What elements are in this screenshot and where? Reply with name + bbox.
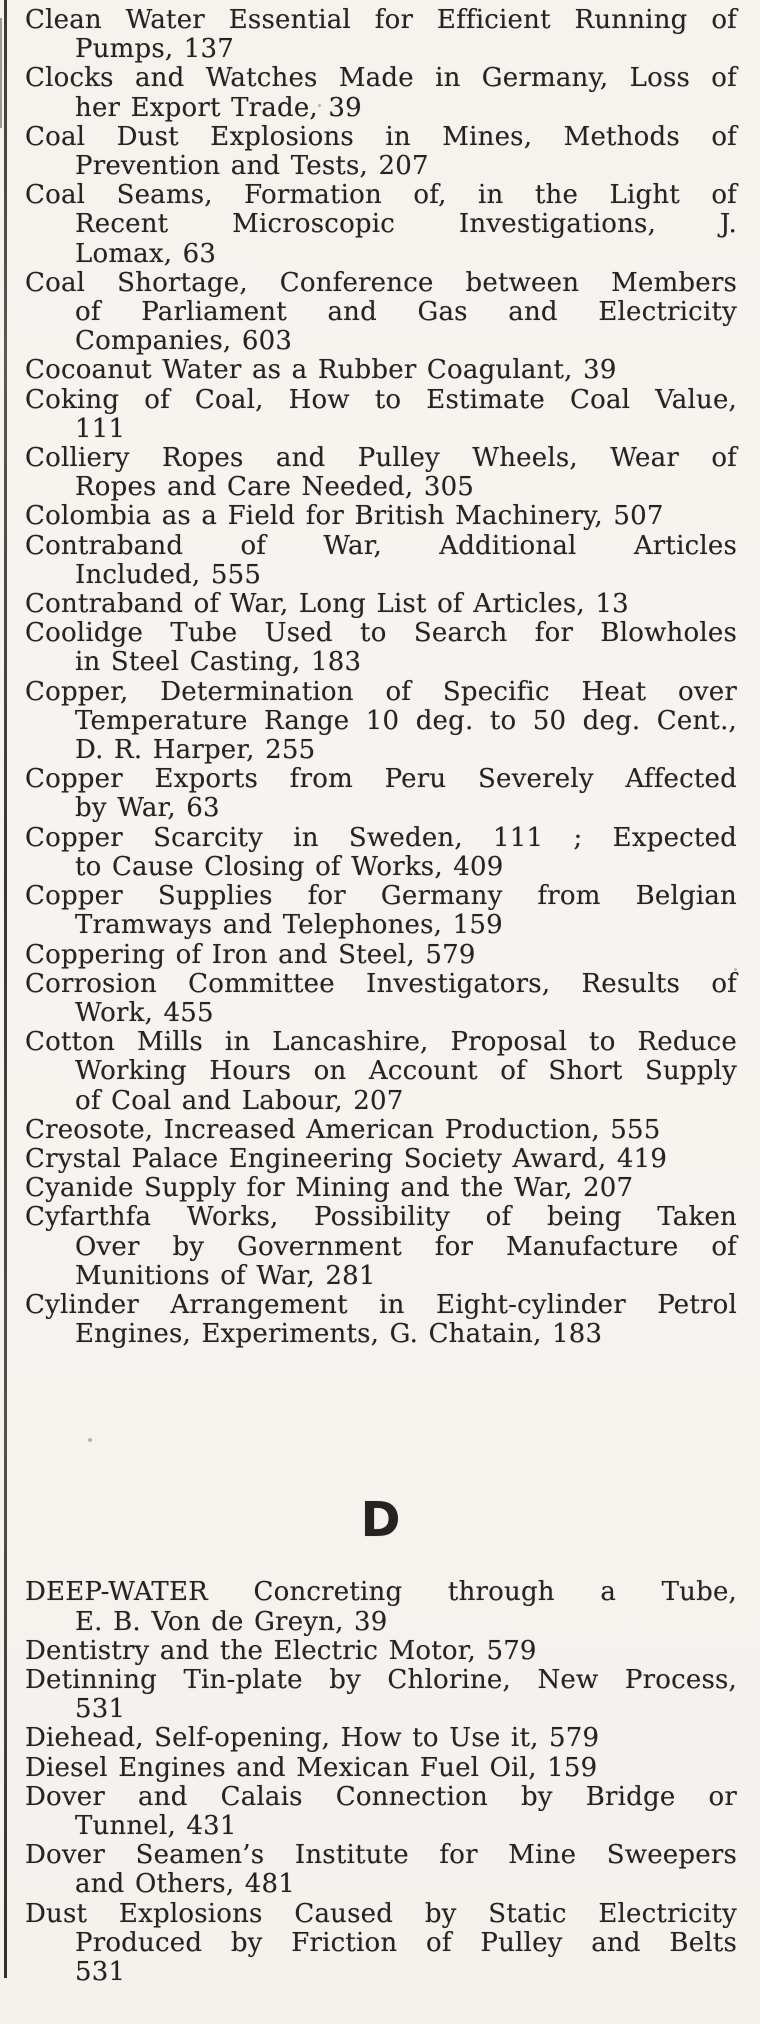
- index-line: Diesel Engines and Mexican Fuel Oil, 159: [25, 1752, 598, 1783]
- index-line: Cotton Mills in Lancashire, Proposal to Reduce: [25, 1027, 737, 1058]
- index-line: Coppering of Iron and Steel, 579: [25, 939, 476, 970]
- index-line: Coal Seams, Formation of, in the Light of: [25, 180, 737, 211]
- index-entry: [25, 444, 737, 502]
- index-line: her Export Trade, 39: [75, 92, 362, 123]
- index-entry: [25, 941, 737, 970]
- index-entry: [25, 970, 737, 1028]
- index-line: Cocoanut Water as a Rubber Coagulant, 39: [25, 355, 617, 386]
- index-entry: [25, 1637, 737, 1666]
- index-entry: [25, 678, 737, 766]
- index-line: Recent Microscopic Investigations, J.: [75, 209, 737, 240]
- index-entry: [25, 1754, 737, 1783]
- index-line: Prevention and Tests, 207: [75, 151, 429, 182]
- index-line: Copper Scarcity in Sweden, 111 ; Expected: [25, 822, 737, 853]
- index-entry: [25, 1291, 737, 1349]
- index-line: Engines, Experiments, G. Chatain, 183: [75, 1319, 603, 1350]
- index-line: Contraband of War, Long List of Articles, 13: [25, 589, 629, 620]
- index-line: Pumps, 137: [75, 34, 235, 65]
- index-line: E. B. Von de Greyn, 39: [75, 1606, 388, 1637]
- index-line: Coal Shortage, Conference between Members: [25, 267, 737, 298]
- index-entry: [25, 1783, 737, 1841]
- index-line: Included, 555: [75, 559, 262, 590]
- index-line: 111: [75, 413, 126, 444]
- index-line: Munitions of War, 281: [75, 1260, 376, 1291]
- index-line: Copper, Determination of Specific Heat over: [25, 676, 737, 707]
- index-entry: [25, 1578, 737, 1636]
- index-line: Contraband of War, Additional Articles: [25, 530, 737, 561]
- index-entry: [25, 532, 737, 590]
- index-line: Cylinder Arrangement in Eight-cylinder Petrol: [25, 1289, 737, 1320]
- index-line: D. R. Harper, 255: [75, 735, 316, 766]
- index-line: Companies, 603: [75, 326, 293, 357]
- index-entry: [25, 1724, 737, 1753]
- index-line: Dust Explosions Caused by Static Electricity: [25, 1898, 737, 1929]
- index-line: Cyfarthfa Works, Possibility of being Taken: [25, 1202, 737, 1233]
- index-entry: [25, 123, 737, 181]
- index-line: 531: [75, 1694, 126, 1725]
- index-entry: [25, 1028, 737, 1116]
- index-line: Working Hours on Account of Short Supply: [75, 1056, 737, 1087]
- index-line: Tunnel, 431: [75, 1810, 237, 1841]
- index-entry: [25, 765, 737, 823]
- index-line: 531: [75, 1956, 126, 1987]
- index-line: Produced by Friction of Pulley and Belts: [75, 1927, 737, 1958]
- index-line: Dentistry and the Electric Motor, 579: [25, 1635, 537, 1666]
- index-line: Coal Dust Explosions in Mines, Methods of: [25, 121, 737, 152]
- index-column: [25, 6, 737, 1987]
- index-line: Coolidge Tube Used to Search for Blowholes: [25, 618, 737, 649]
- index-line: of Coal and Labour, 207: [75, 1085, 404, 1116]
- index-line: Tramways and Telephones, 159: [75, 910, 503, 941]
- index-entry: [25, 1203, 737, 1291]
- index-entry: [25, 502, 737, 531]
- index-line: Temperature Range 10 deg. to 50 deg. Cent.,: [75, 705, 737, 736]
- index-entry: [25, 6, 737, 64]
- index-line: Clocks and Watches Made in Germany, Loss of: [25, 63, 737, 94]
- index-entry: [25, 1841, 737, 1899]
- index-line: by War, 63: [75, 793, 220, 824]
- scan-edge-artifact: [0, 18, 2, 128]
- index-line: Dover Seamen’s Institute for Mine Sweepers: [25, 1840, 737, 1871]
- index-line: Cyanide Supply for Mining and the War, 207: [25, 1173, 634, 1204]
- index-entry: [25, 1666, 737, 1724]
- column-rule: [4, 0, 7, 1978]
- index-line: Coking of Coal, How to Estimate Coal Value,: [25, 384, 737, 415]
- index-line: Detinning Tin-plate by Chlorine, New Process,: [25, 1664, 737, 1695]
- index-entry: [25, 386, 737, 444]
- index-line: Copper Exports from Peru Severely Affected: [25, 764, 737, 795]
- index-line: Diehead, Self-opening, How to Use it, 579: [25, 1723, 600, 1754]
- index-line: Colliery Ropes and Pulley Wheels, Wear of: [25, 443, 737, 474]
- section-heading-d: D: [360, 1492, 402, 1549]
- index-line: Over by Government for Manufacture of: [75, 1231, 737, 1262]
- index-entry: [25, 1174, 737, 1203]
- index-line: Creosote, Increased American Production, 555: [25, 1114, 661, 1145]
- index-entry: [25, 181, 737, 269]
- index-entry: [25, 1116, 737, 1145]
- index-line: Crystal Palace Engineering Society Award, 419: [25, 1143, 668, 1174]
- index-line: in Steel Casting, 183: [75, 647, 362, 678]
- index-entry: [25, 619, 737, 677]
- index-line: Dover and Calais Connection by Bridge or: [25, 1781, 737, 1812]
- index-entry: [25, 590, 737, 619]
- index-line: Colombia as a Field for British Machinery, 507: [25, 501, 664, 532]
- index-entry: [25, 1145, 737, 1174]
- index-line: of Parliament and Gas and Electricity: [75, 297, 737, 328]
- index-entry: [25, 824, 737, 882]
- index-line: Corrosion Committee Investigators, Results of: [25, 968, 737, 999]
- index-line: and Others, 481: [75, 1869, 295, 1900]
- index-line: Lomax, 63: [75, 238, 217, 269]
- index-line: Clean Water Essential for Efficient Running of: [25, 5, 737, 35]
- index-line: DEEP-WATER Concreting through a Tube,: [25, 1577, 737, 1608]
- index-line: to Cause Closing of Works, 409: [75, 851, 504, 882]
- index-entry: [25, 1900, 737, 1988]
- index-entry: [25, 882, 737, 940]
- index-entry: [25, 269, 737, 357]
- index-line: Ropes and Care Needed, 305: [75, 472, 475, 503]
- index-entry: [25, 64, 737, 122]
- index-line: Copper Supplies for Germany from Belgian: [25, 881, 737, 912]
- index-line: Work, 455: [75, 997, 214, 1028]
- index-entry: [25, 356, 737, 385]
